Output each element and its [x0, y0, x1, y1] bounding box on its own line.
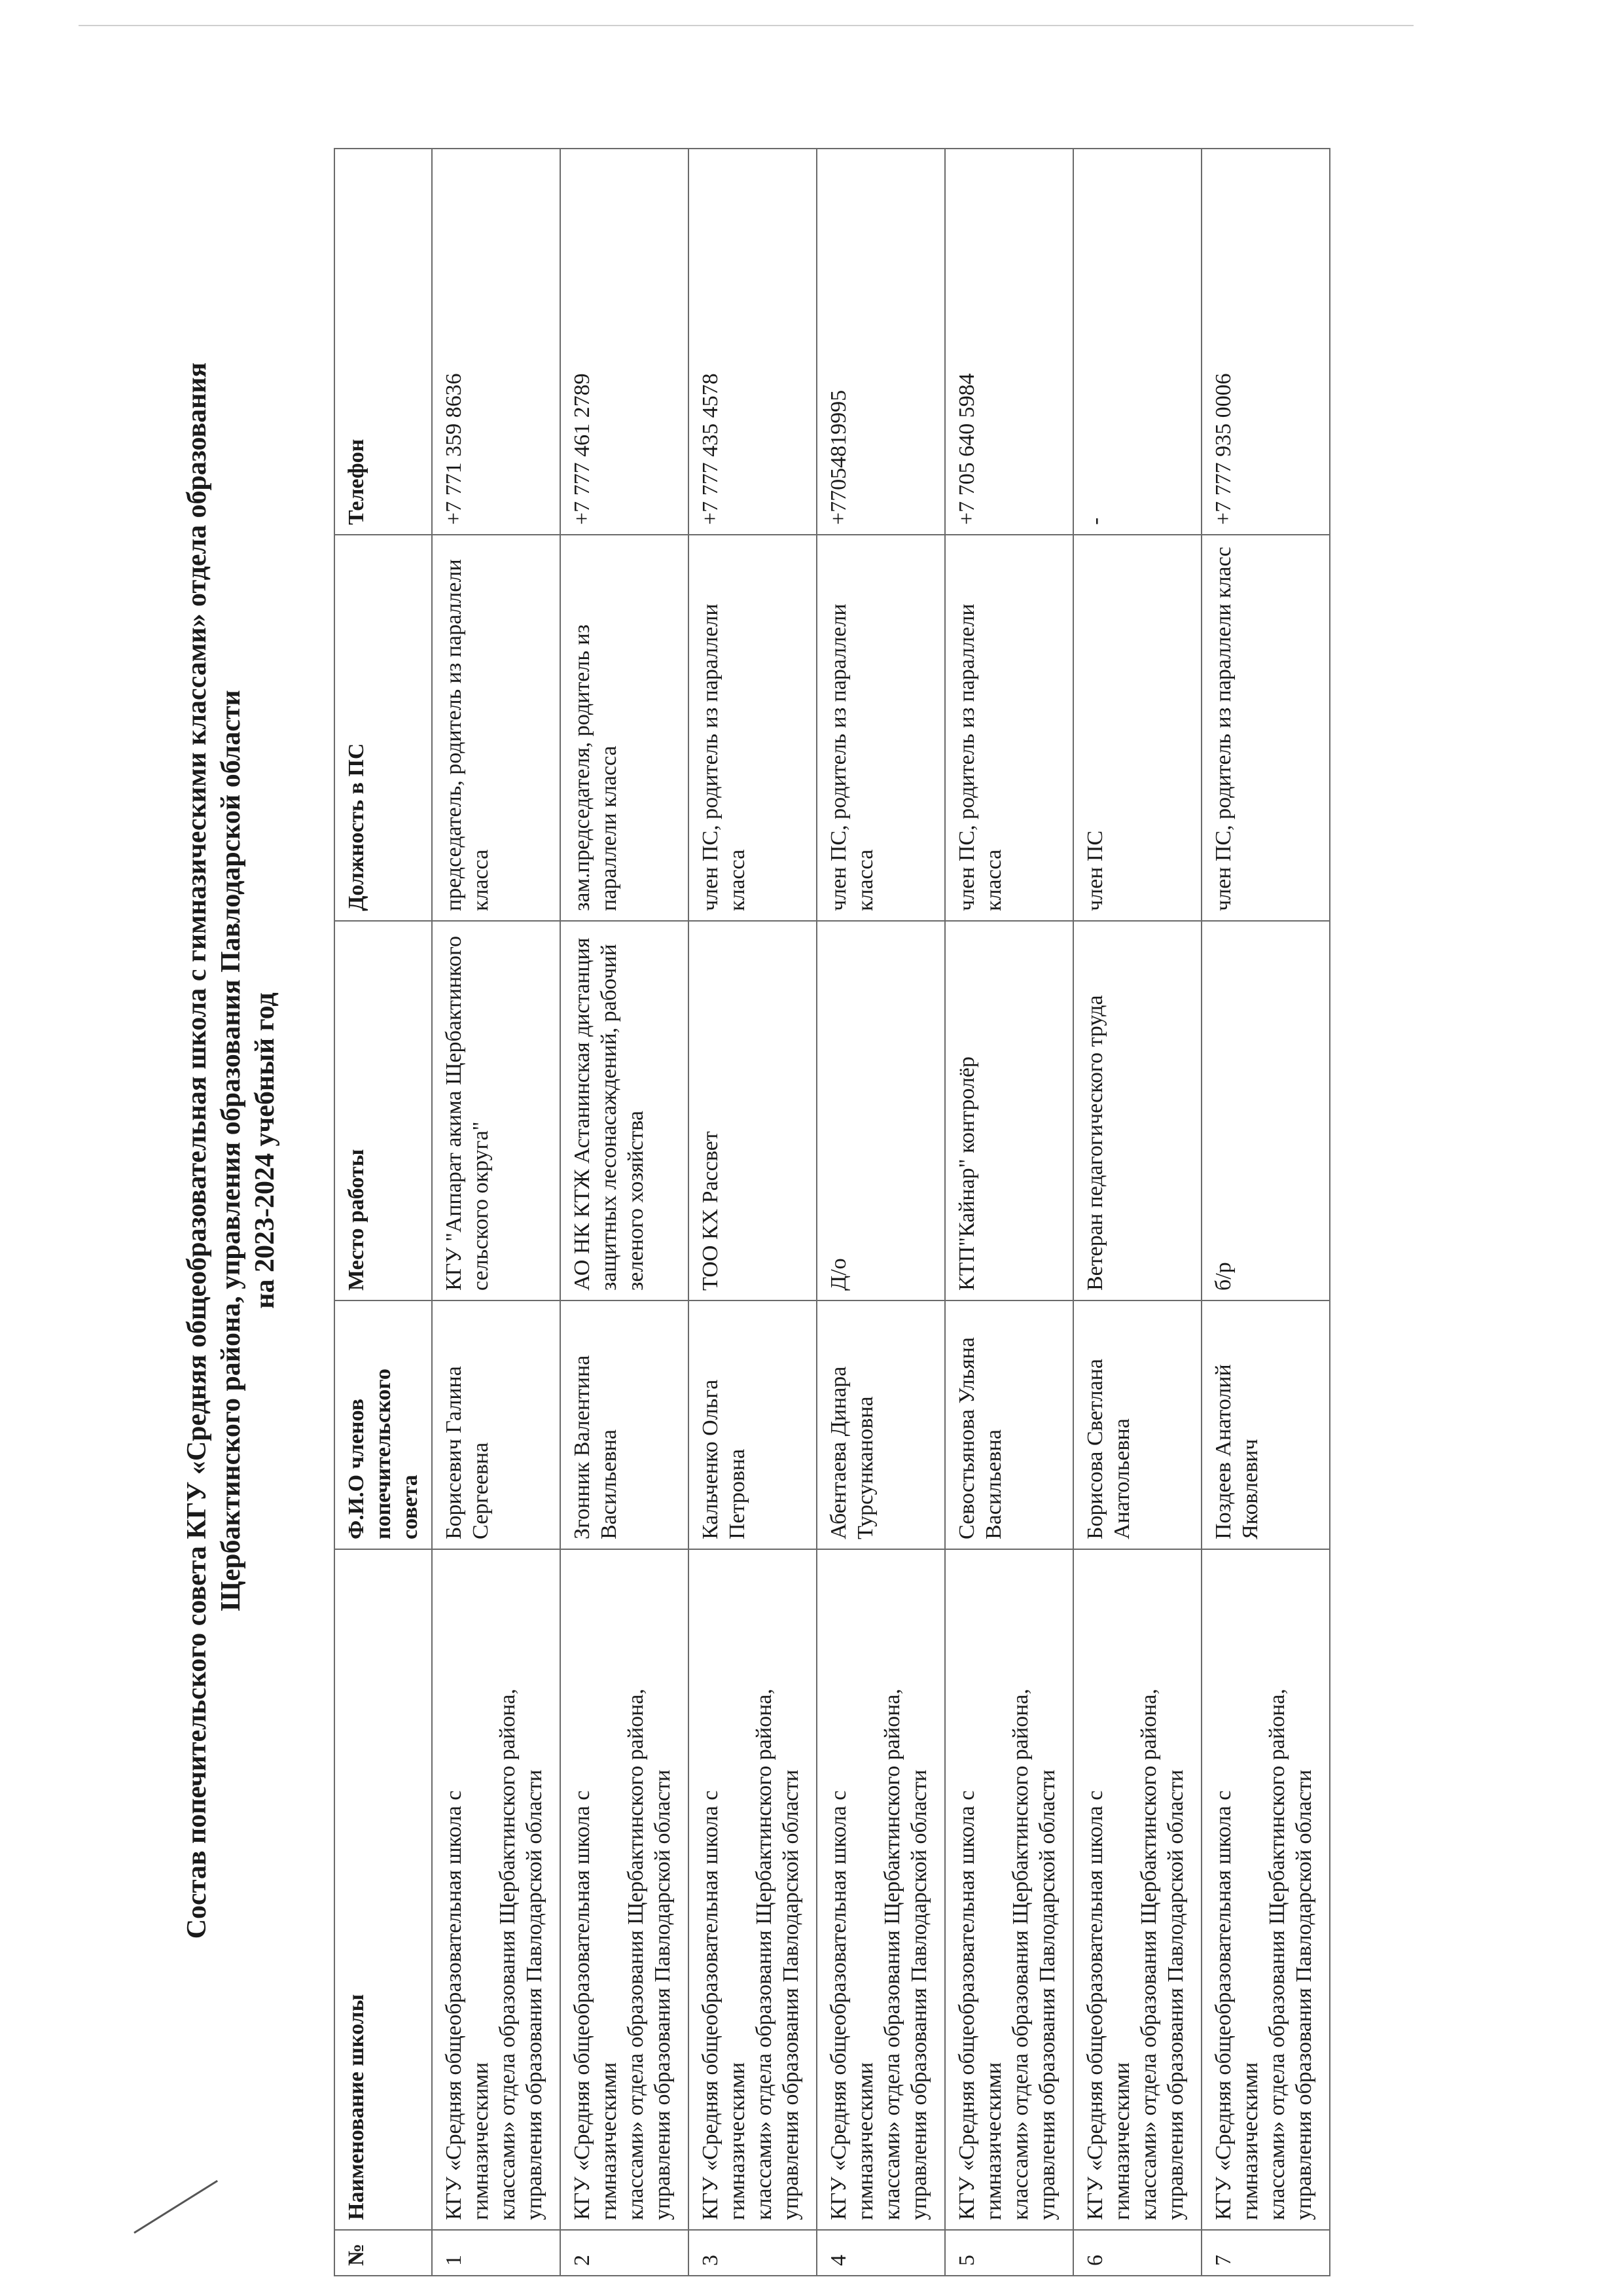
- school-line: КГУ «Средняя общеобразовательная школа с: [827, 1790, 851, 2220]
- school-line: классами» отдела образования Щербактинского района,: [752, 1689, 776, 2220]
- table-row: [1073, 149, 1202, 2276]
- table-row: [688, 149, 817, 2276]
- cell-num: 7: [1202, 2230, 1330, 2276]
- school-line: управления образования Павлодарской области: [1164, 1769, 1188, 2220]
- school-line: классами» отдела образования Щербактинского района,: [495, 1689, 520, 2220]
- cell-num: 6: [1073, 2230, 1202, 2276]
- cell-work: КГУ "Аппарат акима Щербактинкого сельского округа": [432, 921, 560, 1300]
- table-row: [560, 149, 688, 2276]
- cell-position: член ПС, родитель из параллели класса: [688, 535, 817, 921]
- cell-num: 4: [817, 2230, 945, 2276]
- cell-position: член ПС, родитель из параллели класс: [1202, 535, 1330, 921]
- school-line: управления образования Павлодарской области: [779, 1769, 803, 2220]
- school-line: классами» отдела образования Щербактинского района,: [1137, 1689, 1161, 2220]
- school-line: КГУ «Средняя общеобразовательная школа с: [955, 1790, 979, 2220]
- cell-work: б/р: [1202, 921, 1330, 1300]
- cell-num: 3: [688, 2230, 817, 2276]
- cell-phone: -: [1073, 149, 1202, 535]
- cell-position: член ПС, родитель из параллели класса: [817, 535, 945, 921]
- school-line: гимназическими: [597, 2062, 621, 2220]
- cell-work: ТОО КХ Рассвет: [688, 921, 817, 1300]
- school-line: КГУ «Средняя общеобразовательная школа с: [1083, 1790, 1107, 2220]
- cell-phone: +7 705 640 5984: [945, 149, 1073, 535]
- cell-fio: Згонник Валентина Васильевна: [560, 1300, 688, 1549]
- school-line: управления образования Павлодарской области: [907, 1769, 931, 2220]
- school-line: управления образования Павлодарской области: [651, 1769, 675, 2220]
- cell-position: член ПС: [1073, 535, 1202, 921]
- cell-num: 5: [945, 2230, 1073, 2276]
- school-line: КГУ «Средняя общеобразовательная школа с: [442, 1790, 466, 2220]
- cell-position: член ПС, родитель из параллели класса: [945, 535, 1073, 921]
- cell-school: [688, 1549, 817, 2230]
- school-line: классами» отдела образования Щербактинского района,: [624, 1689, 648, 2220]
- school-line: КГУ «Средняя общеобразовательная школа с: [570, 1790, 594, 2220]
- title-line: на 2023-2024 учебный год: [250, 992, 280, 1309]
- cell-fio: Поздеев Анатолий Яковлевич: [1202, 1300, 1330, 1549]
- title-line: Состав попечительского совета КГУ «Средняя общеобразовательная школа с гимназическими классами» отдела образования: [182, 362, 212, 1939]
- school-line: гимназическими: [853, 2062, 878, 2220]
- cell-work: АО НК КТЖ Астанинская дистанция защитных лесонасаждений, рабочий зеленого хозяйства: [560, 921, 688, 1300]
- cell-num: 2: [560, 2230, 688, 2276]
- school-line: управления образования Павлодарской области: [522, 1769, 546, 2220]
- document-title: [180, 90, 282, 2211]
- cell-position: зам.председателя, родитель из параллели класса: [560, 535, 688, 921]
- header-num: №: [334, 2230, 432, 2276]
- title-line: Щербактинского района, управления образования Павлодарской области: [216, 690, 246, 1611]
- cell-fio: Севостьянова Ульяна Васильевна: [945, 1300, 1073, 1549]
- cell-fio: Кальченко Ольга Петровна: [688, 1300, 817, 1549]
- school-line: КГУ «Средняя общеобразовательная школа с: [1211, 1790, 1236, 2220]
- header-fio: Ф.И.О членов попечительского совета: [334, 1300, 432, 1549]
- table-row: [945, 149, 1073, 2276]
- cell-phone: +7 771 359 8636: [432, 149, 560, 535]
- cell-phone: +7 777 461 2789: [560, 149, 688, 535]
- header-school: Наименование школы: [334, 1549, 432, 2230]
- cell-phone: +77054819995: [817, 149, 945, 535]
- cell-position: председатель, родитель из параллели класса: [432, 535, 560, 921]
- cell-num: 1: [432, 2230, 560, 2276]
- school-line: КГУ «Средняя общеобразовательная школа с: [698, 1790, 722, 2220]
- header-row: [334, 149, 432, 2276]
- header-work: Место работы: [334, 921, 432, 1300]
- table-row: [432, 149, 560, 2276]
- school-line: гимназическими: [1238, 2062, 1262, 2220]
- header-position: Должность в ПС: [334, 535, 432, 921]
- cell-fio: Борисевич Галина Сергеевна: [432, 1300, 560, 1549]
- cell-school: [1202, 1549, 1330, 2230]
- cell-school: [432, 1549, 560, 2230]
- cell-school: [817, 1549, 945, 2230]
- members-table: [334, 148, 1330, 2276]
- table-row: [1202, 149, 1330, 2276]
- cell-fio: Абентаева Динара Турсункановна: [817, 1300, 945, 1549]
- cell-work: КТП"Кайнар" контролёр: [945, 921, 1073, 1300]
- school-line: гимназическими: [469, 2062, 493, 2220]
- cell-phone: +7 777 435 4578: [688, 149, 817, 535]
- cell-fio: Борисова Светлана Анатольевна: [1073, 1300, 1202, 1549]
- school-line: гимназическими: [982, 2062, 1006, 2220]
- school-line: классами» отдела образования Щербактинского района,: [1008, 1689, 1033, 2220]
- school-line: управления образования Павлодарской области: [1292, 1769, 1316, 2220]
- school-line: гимназическими: [725, 2062, 749, 2220]
- header-phone: Телефон: [334, 149, 432, 535]
- school-line: классами» отдела образования Щербактинского района,: [1265, 1689, 1289, 2220]
- cell-school: [945, 1549, 1073, 2230]
- school-line: гимназическими: [1110, 2062, 1134, 2220]
- cell-work: Ветеран педагогического труда: [1073, 921, 1202, 1300]
- cell-school: [1073, 1549, 1202, 2230]
- cell-school: [560, 1549, 688, 2230]
- school-line: классами» отдела образования Щербактинского района,: [880, 1689, 904, 2220]
- members-table-body: [432, 149, 1330, 2276]
- school-line: управления образования Павлодарской области: [1035, 1769, 1060, 2220]
- table-row: [817, 149, 945, 2276]
- cell-phone: +7 777 935 0006: [1202, 149, 1330, 535]
- cell-work: Д/о: [817, 921, 945, 1300]
